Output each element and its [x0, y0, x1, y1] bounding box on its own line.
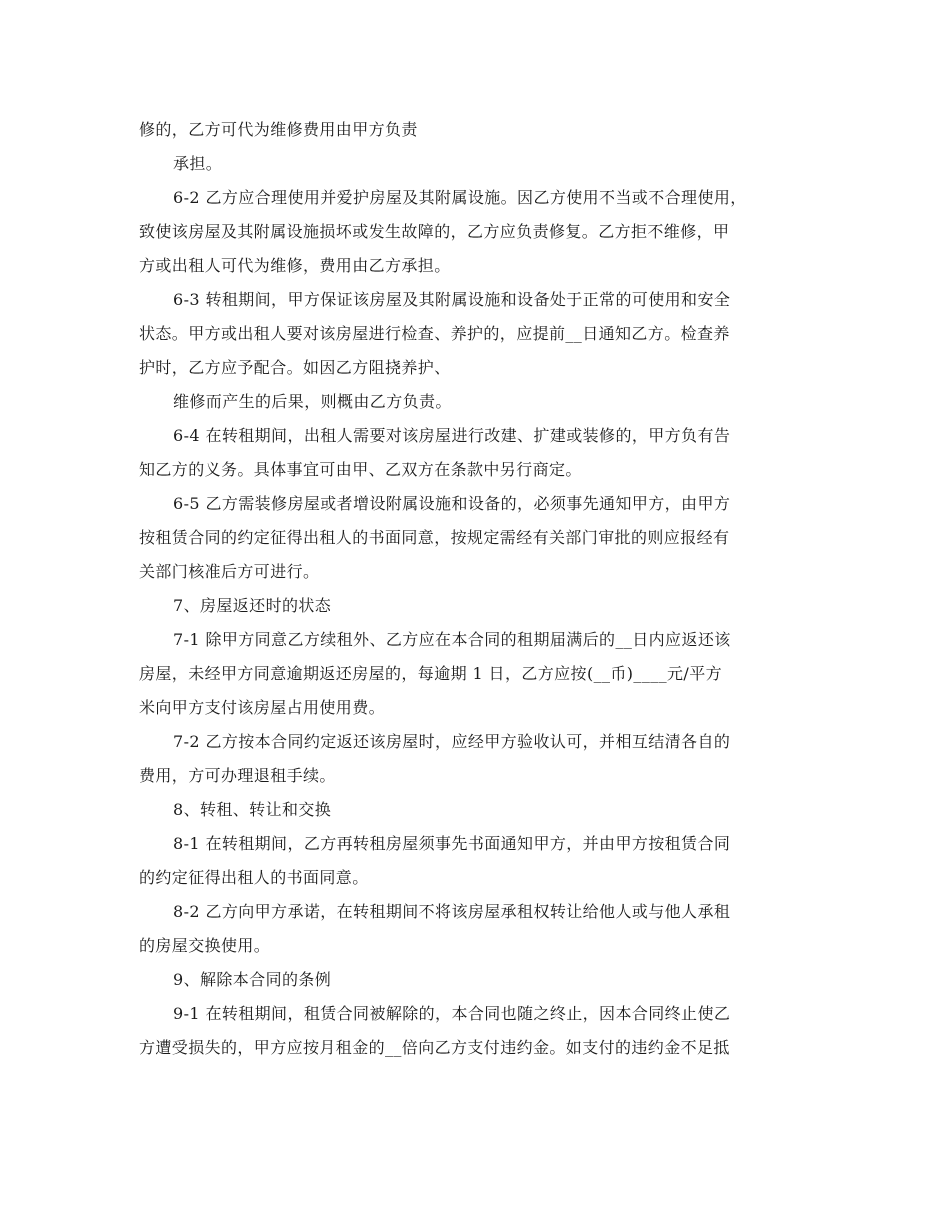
text-line: 的房屋交换使用。 [139, 936, 271, 955]
text-line: 修的，乙方可代为维修费用由甲方负责 [139, 120, 418, 139]
text-line: 8-1 在转租期间，乙方再转租房屋须事先书面通知甲方，并由甲方按租赁合同 [173, 834, 731, 853]
text-line: 护时，乙方应予配合。如因乙方阻挠养护、 [139, 358, 451, 377]
text-line: 6-5 乙方需装修房屋或者增设附属设施和设备的，必须事先通知甲方，由甲方 [173, 494, 731, 513]
text-line: 米向甲方支付该房屋占用使用费。 [139, 698, 386, 717]
text-line: 方遭受损失的，甲方应按月租金的__倍向乙方支付违约金。如支付的违约金不足抵 [139, 1038, 730, 1057]
text-line: 按租赁合同的约定征得出租人的书面同意，按规定需经有关部门审批的则应报经有 [139, 528, 730, 547]
text-line: 9-1 在转租期间，租赁合同被解除的，本合同也随之终止，因本合同终止使乙 [173, 1004, 731, 1023]
text-line: 9、解除本合同的条例 [173, 970, 332, 989]
text-line: 关部门核准后方可进行。 [139, 562, 320, 581]
text-line: 8-2 乙方向甲方承诺，在转租期间不将该房屋承租权转让给他人或与他人承租 [173, 902, 731, 921]
text-line: 的约定征得出租人的书面同意。 [139, 868, 369, 887]
text-line: 致使该房屋及其附属设施损坏或发生故障的，乙方应负责修复。乙方拒不维修，甲 [139, 222, 730, 241]
text-line: 6-4 在转租期间，出租人需要对该房屋进行改建、扩建或装修的，甲方负有告 [173, 426, 731, 445]
text-line: 7-1 除甲方同意乙方续租外、乙方应在本合同的租期届满后的__日内应返还该 [173, 630, 731, 649]
text-line: 6-2 乙方应合理使用并爱护房屋及其附属设施。因乙方使用不当或不合理使用， [173, 188, 747, 207]
text-line: 房屋，未经甲方同意逾期返还房屋的，每逾期 1 日，乙方应按(__币)____元/平方 [139, 664, 723, 683]
text-line: 8、转租、转让和交换 [173, 800, 332, 819]
text-line: 7-2 乙方按本合同约定返还该房屋时，应经甲方验收认可，并相互结清各自的 [173, 732, 731, 751]
text-line: 状态。甲方或出租人要对该房屋进行检查、养护的，应提前__日通知乙方。检查养 [139, 324, 730, 343]
text-line: 方或出租人可代为维修，费用由乙方承担。 [139, 256, 451, 275]
text-line: 维修而产生的后果，则概由乙方负责。 [173, 392, 452, 411]
text-line: 6-3 转租期间，甲方保证该房屋及其附属设施和设备处于正常的可使用和安全 [173, 290, 731, 309]
text-line: 知乙方的义务。具体事宜可由甲、乙双方在条款中另行商定。 [139, 460, 582, 479]
text-line: 7、房屋返还时的状态 [173, 596, 332, 615]
document-body [139, 113, 815, 1065]
text-line: 费用，方可办理退租手续。 [139, 766, 336, 785]
text-line: 承担。 [173, 154, 223, 173]
